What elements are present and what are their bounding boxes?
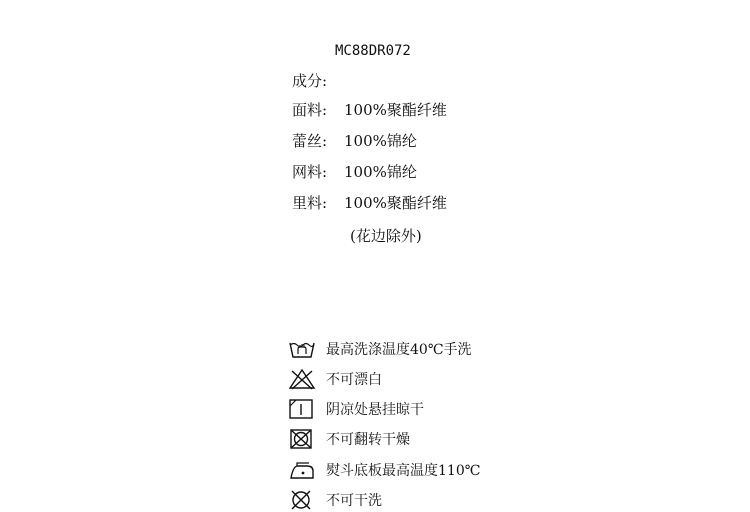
composition-note: (花边除外) bbox=[350, 227, 422, 245]
do-not-bleach-icon bbox=[288, 368, 316, 390]
composition-row bbox=[292, 194, 447, 212]
composition-title: 成分: bbox=[292, 72, 328, 90]
composition-row bbox=[292, 101, 447, 119]
iron-low-temp-icon bbox=[288, 459, 316, 481]
composition-material: 100%聚酯纤维 bbox=[344, 101, 447, 119]
care-text: 不可翻转干燥 bbox=[326, 432, 410, 448]
composition-material: 100%聚酯纤维 bbox=[344, 194, 447, 212]
composition-row bbox=[292, 132, 417, 150]
hand-wash-40-icon bbox=[288, 338, 316, 360]
care-text: 阴凉处悬挂晾干 bbox=[326, 402, 424, 418]
care-text: 不可漂白 bbox=[326, 372, 382, 388]
composition-part: 里料: bbox=[292, 194, 328, 212]
composition-part: 面料: bbox=[292, 101, 328, 119]
care-text: 不可干洗 bbox=[326, 493, 382, 509]
care-text: 最高洗涤温度40℃手洗 bbox=[326, 342, 472, 358]
do-not-tumble-dry-icon bbox=[288, 428, 316, 450]
composition-material: 100%锦纶 bbox=[344, 132, 417, 150]
composition-material: 100%锦纶 bbox=[344, 163, 417, 181]
line-dry-in-shade-icon bbox=[288, 398, 316, 420]
product-code: MC88DR072 bbox=[335, 43, 411, 59]
care-row bbox=[288, 458, 480, 482]
composition-row bbox=[292, 163, 417, 181]
care-row bbox=[288, 427, 410, 451]
care-row bbox=[288, 488, 382, 512]
care-text: 熨斗底板最高温度110℃ bbox=[326, 463, 481, 479]
care-row bbox=[288, 367, 382, 391]
composition-part: 网料: bbox=[292, 163, 328, 181]
care-row bbox=[288, 337, 471, 361]
do-not-dry-clean-icon bbox=[288, 489, 316, 511]
composition-part: 蕾丝: bbox=[292, 132, 328, 150]
care-row bbox=[288, 397, 424, 421]
